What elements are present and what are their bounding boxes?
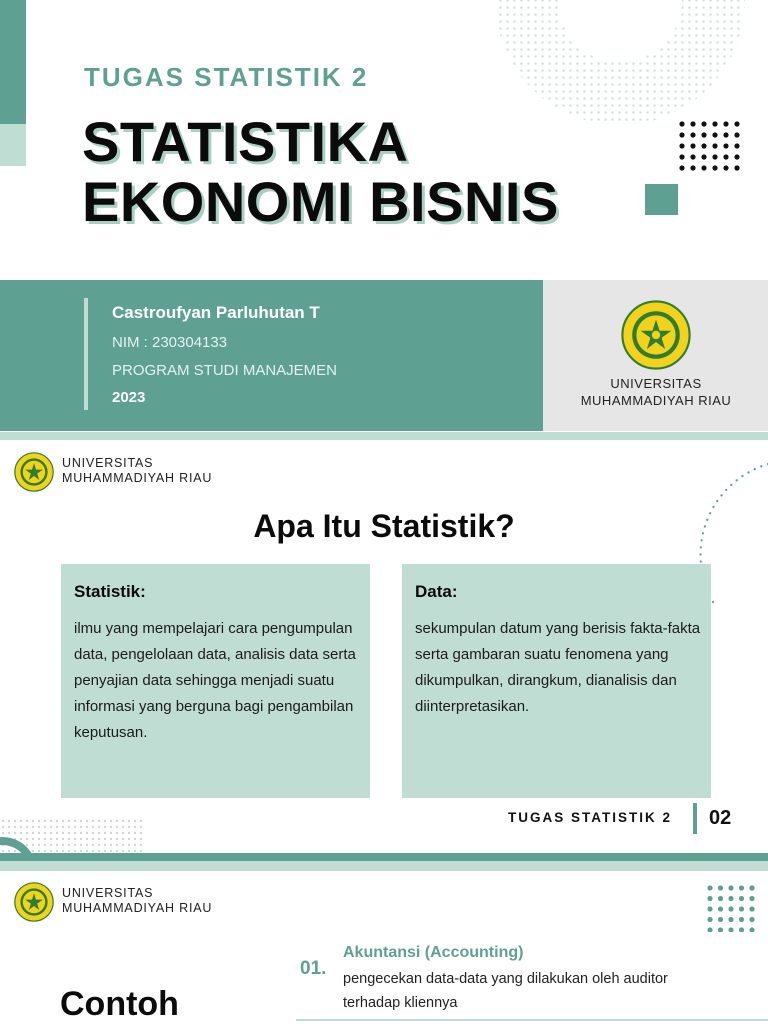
decorative-dot	[728, 885, 733, 890]
decorative-dot	[739, 917, 744, 922]
decorative-dot	[712, 154, 717, 159]
footer-divider	[693, 803, 697, 834]
university-logo-icon	[14, 882, 54, 922]
decorative-dot	[728, 896, 733, 901]
university-name	[560, 375, 752, 409]
decorative-dot	[749, 906, 754, 911]
decorative-dot	[749, 917, 754, 922]
cover-title	[82, 112, 559, 232]
decorative-dot	[734, 154, 739, 159]
decorative-dot	[734, 121, 739, 126]
decorative-dot	[718, 927, 723, 932]
section-heading: Contoh	[60, 985, 179, 1023]
decorative-dot	[690, 165, 695, 170]
item-description: pengecekan data-data yang dilakukan oleh auditor terhadap kliennya	[343, 971, 668, 1011]
left-accent-bar-dark	[0, 0, 26, 124]
decorative-dot	[707, 917, 712, 922]
study-program: PROGRAM STUDI MANAJEMEN	[112, 362, 338, 379]
cover-subtitle: TUGAS STATISTIK 2	[84, 62, 369, 92]
card-body: ilmu yang mempelajari cara pengumpulan data, pengelolaan data, analisis data serta penyajian data sehingga menjadi suatu informasi yang berguna bagi pengambilan keputusan.	[74, 620, 356, 741]
university-name-line-2: MUHAMMADIYAH RIAU	[580, 393, 732, 408]
teal-dot-grid-decoration	[706, 884, 758, 932]
year: 2023	[112, 389, 146, 406]
author-band-line	[84, 298, 88, 410]
decorative-dot	[701, 132, 706, 137]
decorative-dot	[707, 885, 712, 890]
slide-separator	[0, 432, 768, 440]
decorative-dot	[701, 165, 706, 170]
decorative-dot	[701, 121, 706, 126]
decorative-dot	[701, 143, 706, 148]
decorative-dot	[679, 132, 684, 137]
author-name: Castroufyan Parluhutan T	[112, 303, 320, 322]
decorative-dot	[728, 906, 733, 911]
decorative-dot	[728, 917, 733, 922]
decorative-dot	[679, 121, 684, 126]
decorative-dot	[749, 885, 754, 890]
definition-card-statistik	[61, 564, 370, 798]
decorative-dot	[712, 121, 717, 126]
university-name-line-1: UNIVERSITAS	[62, 886, 154, 900]
footer-label: TUGAS STATISTIK 2	[508, 810, 673, 825]
decorative-dot	[707, 896, 712, 901]
decorative-dot	[712, 165, 717, 170]
teal-square-decoration	[645, 184, 678, 215]
decorative-dot	[690, 132, 695, 137]
university-logo-icon	[621, 300, 691, 370]
decorative-dot	[734, 132, 739, 137]
university-name-line-1: UNIVERSITAS	[62, 456, 154, 470]
decorative-dot	[718, 885, 723, 890]
decorative-dot	[718, 917, 723, 922]
section-heading: Apa Itu Statistik?	[253, 508, 515, 544]
university-name-header	[62, 886, 212, 916]
decorative-dot	[690, 154, 695, 159]
decorative-dot	[679, 154, 684, 159]
decorative-dot	[718, 896, 723, 901]
decorative-dot	[734, 165, 739, 170]
decorative-dot	[723, 143, 728, 148]
black-dot-grid-decoration	[678, 120, 742, 180]
decorative-dot	[734, 143, 739, 148]
university-name-line-2: MUHAMMADIYAH RIAU	[62, 901, 213, 915]
page-number: 02	[709, 807, 732, 829]
decorative-dot	[739, 885, 744, 890]
decorative-dot	[728, 927, 733, 932]
slide-separator-light	[0, 861, 768, 871]
left-accent-bar-light	[0, 124, 26, 166]
university-name-header	[62, 456, 212, 486]
decorative-dot	[723, 154, 728, 159]
item-title: Akuntansi (Accounting)	[343, 944, 524, 961]
decorative-dot	[690, 143, 695, 148]
decorative-dot	[679, 165, 684, 170]
decorative-dot	[690, 121, 695, 126]
card-title: Statistik:	[74, 582, 146, 601]
decorative-dot	[723, 165, 728, 170]
university-name-line-1: UNIVERSITAS	[610, 376, 702, 391]
decorative-dot	[701, 154, 706, 159]
decorative-dot	[712, 143, 717, 148]
cover-title-line-2: EKONOMI BISNIS	[82, 170, 559, 233]
decorative-dot	[749, 896, 754, 901]
decorative-dot	[707, 927, 712, 932]
cover-slide	[0, 0, 768, 432]
decorative-dot	[739, 906, 744, 911]
university-logo-icon	[14, 452, 54, 492]
cover-title-line-1: STATISTIKA	[82, 110, 409, 173]
card-body: sekumpulan datum yang berisis fakta-fakta serta gambaran suatu fenomena yang dikumpulkan, dirangkum, dianalisis dan diinterpretasikan.	[415, 620, 701, 715]
decorative-dot	[718, 906, 723, 911]
item-divider	[296, 1019, 768, 1021]
decorative-dot	[739, 896, 744, 901]
student-id: NIM : 230304133	[112, 334, 228, 351]
decorative-dot	[739, 927, 744, 932]
card-title: Data:	[415, 582, 458, 601]
university-name-line-2: MUHAMMADIYAH RIAU	[62, 471, 213, 485]
item-number: 01.	[300, 958, 327, 979]
decorative-dot	[723, 121, 728, 126]
decorative-dot	[679, 143, 684, 148]
slide-separator-teal	[0, 853, 768, 861]
decorative-dot	[707, 906, 712, 911]
decorative-dot	[712, 132, 717, 137]
decorative-dot	[723, 132, 728, 137]
definition-card-data	[402, 564, 711, 798]
decorative-dot	[749, 927, 754, 932]
